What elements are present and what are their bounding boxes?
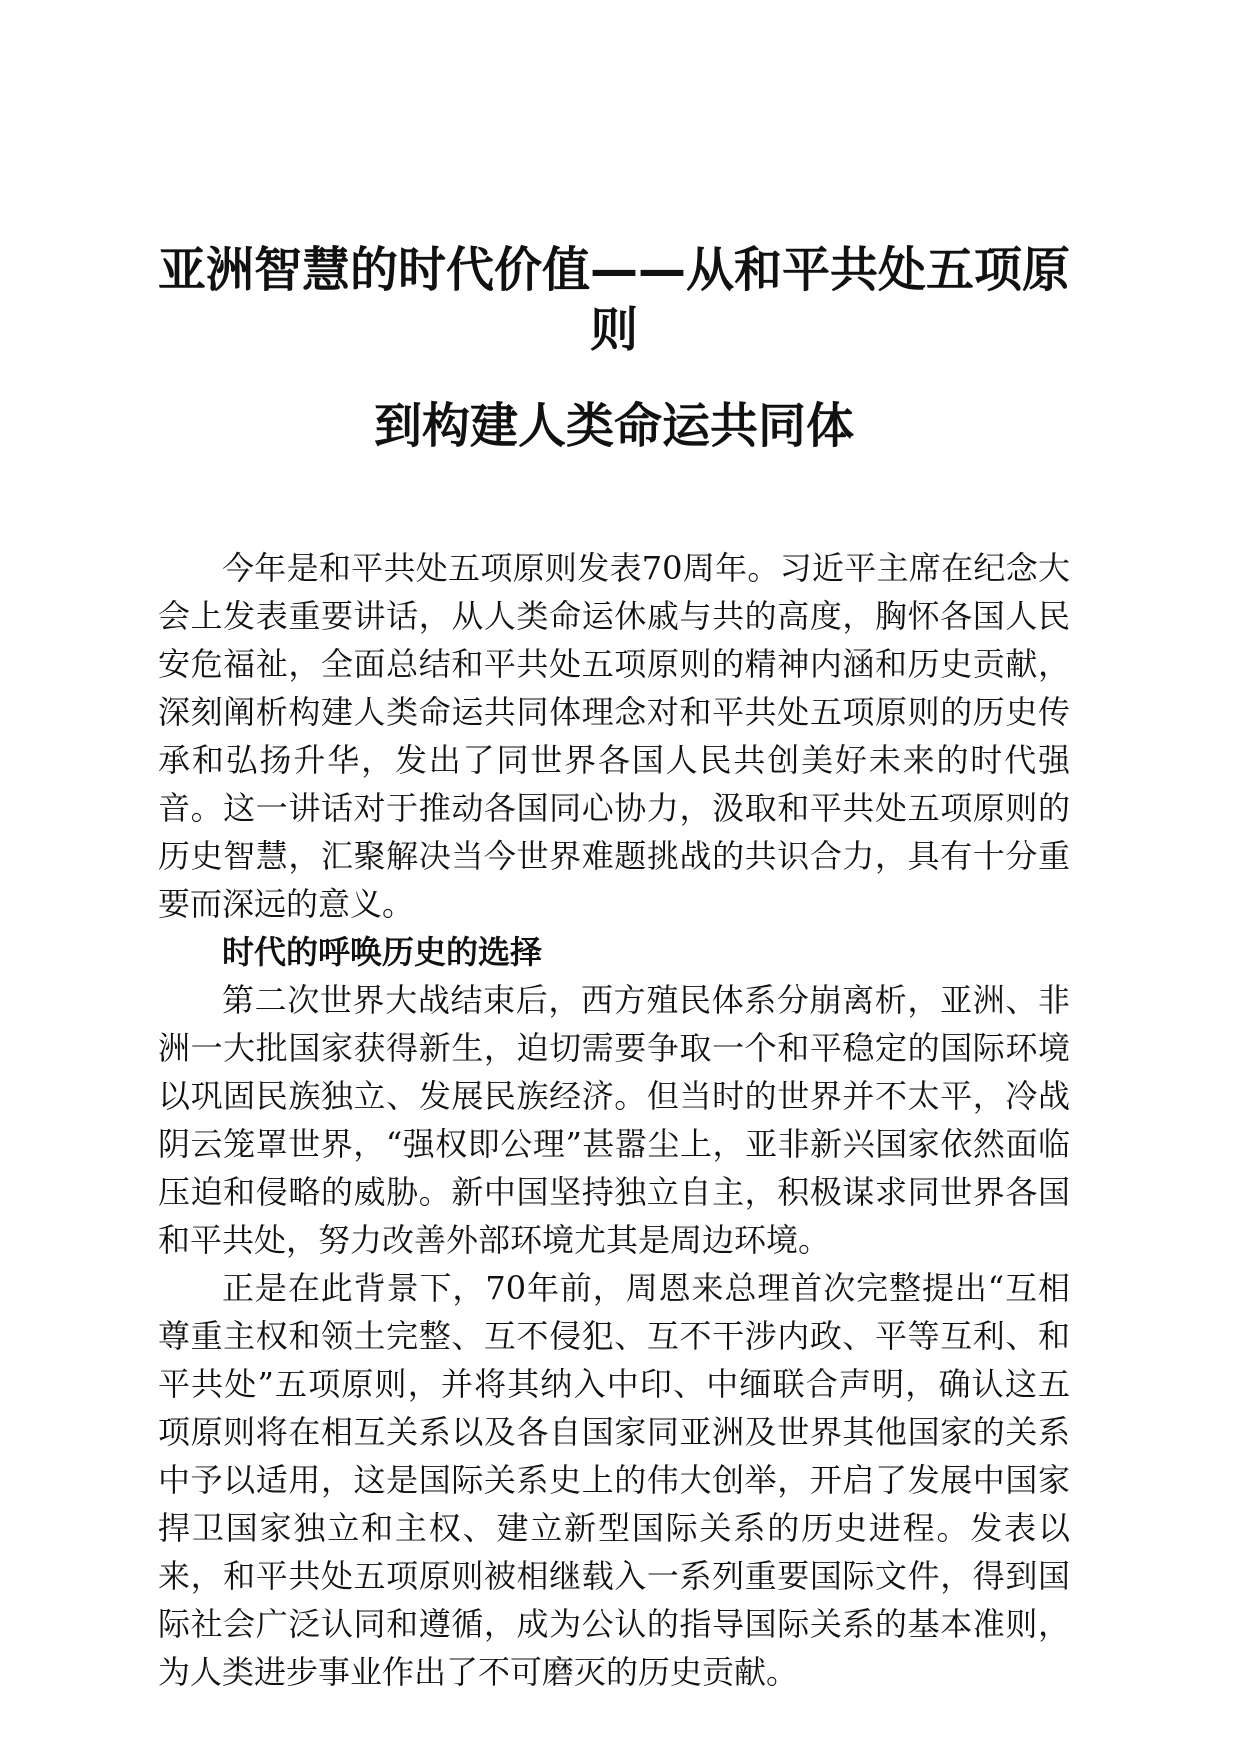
title-line-2: 到构建人类命运共同体	[373, 398, 854, 454]
section-heading: 时代的呼唤历史的选择	[222, 933, 543, 971]
document-title	[158, 240, 1070, 456]
document-body	[158, 544, 1070, 1696]
paragraph-2: 第二次世界大战结束后，西方殖民体系分崩离析，亚洲、非洲一大批国家获得新生，迫切需要争取一个和平稳定的国际环境以巩固民族独立、发展民族经济。但当时的世界并不太平，冷战阴云笼罩世界，“强权即公理”甚嚣尘上，亚非新兴国家依然面临压迫和侵略的威胁。新中国坚持独立自主，积极谋求同世界各国和平共处，努力改善外部环境尤其是周边环境。	[158, 981, 1070, 1259]
intro-paragraph: 今年是和平共处五项原则发表70周年。习近平主席在纪念大会上发表重要讲话，从人类命运休戚与共的高度，胸怀各国人民安危福祉，全面总结和平共处五项原则的精神内涵和历史贡献，深刻阐析构建人类命运共同体理念对和平共处五项原则的历史传承和弘扬升华，发出了同世界各国人民共创美好未来的时代强音。这一讲话对于推动各国同心协力，汲取和平共处五项原则的历史智慧，汇聚解决当今世界难题挑战的共识合力，具有十分重要而深远的意义。	[158, 549, 1070, 923]
paragraph-3: 正是在此背景下，70年前，周恩来总理首次完整提出“互相尊重主权和领土完整、互不侵犯、互不干涉内政、平等互利、和平共处”五项原则，并将其纳入中印、中缅联合声明，确认这五项原则将在相互关系以及各自国家同亚洲及世界其他国家的关系中予以适用，这是国际关系史上的伟大创举，开启了发展中国家捍卫国家独立和主权、建立新型国际关系的历史进程。发表以来，和平共处五项原则被相继载入一系列重要国际文件，得到国际社会广泛认同和遵循，成为公认的指导国际关系的基本准则，为人类进步事业作出了不可磨灭的历史贡献。	[158, 1269, 1070, 1691]
title-line-1: 亚洲智慧的时代价值——从和平共处五项原则	[158, 242, 1071, 358]
document-page	[158, 240, 1070, 1696]
